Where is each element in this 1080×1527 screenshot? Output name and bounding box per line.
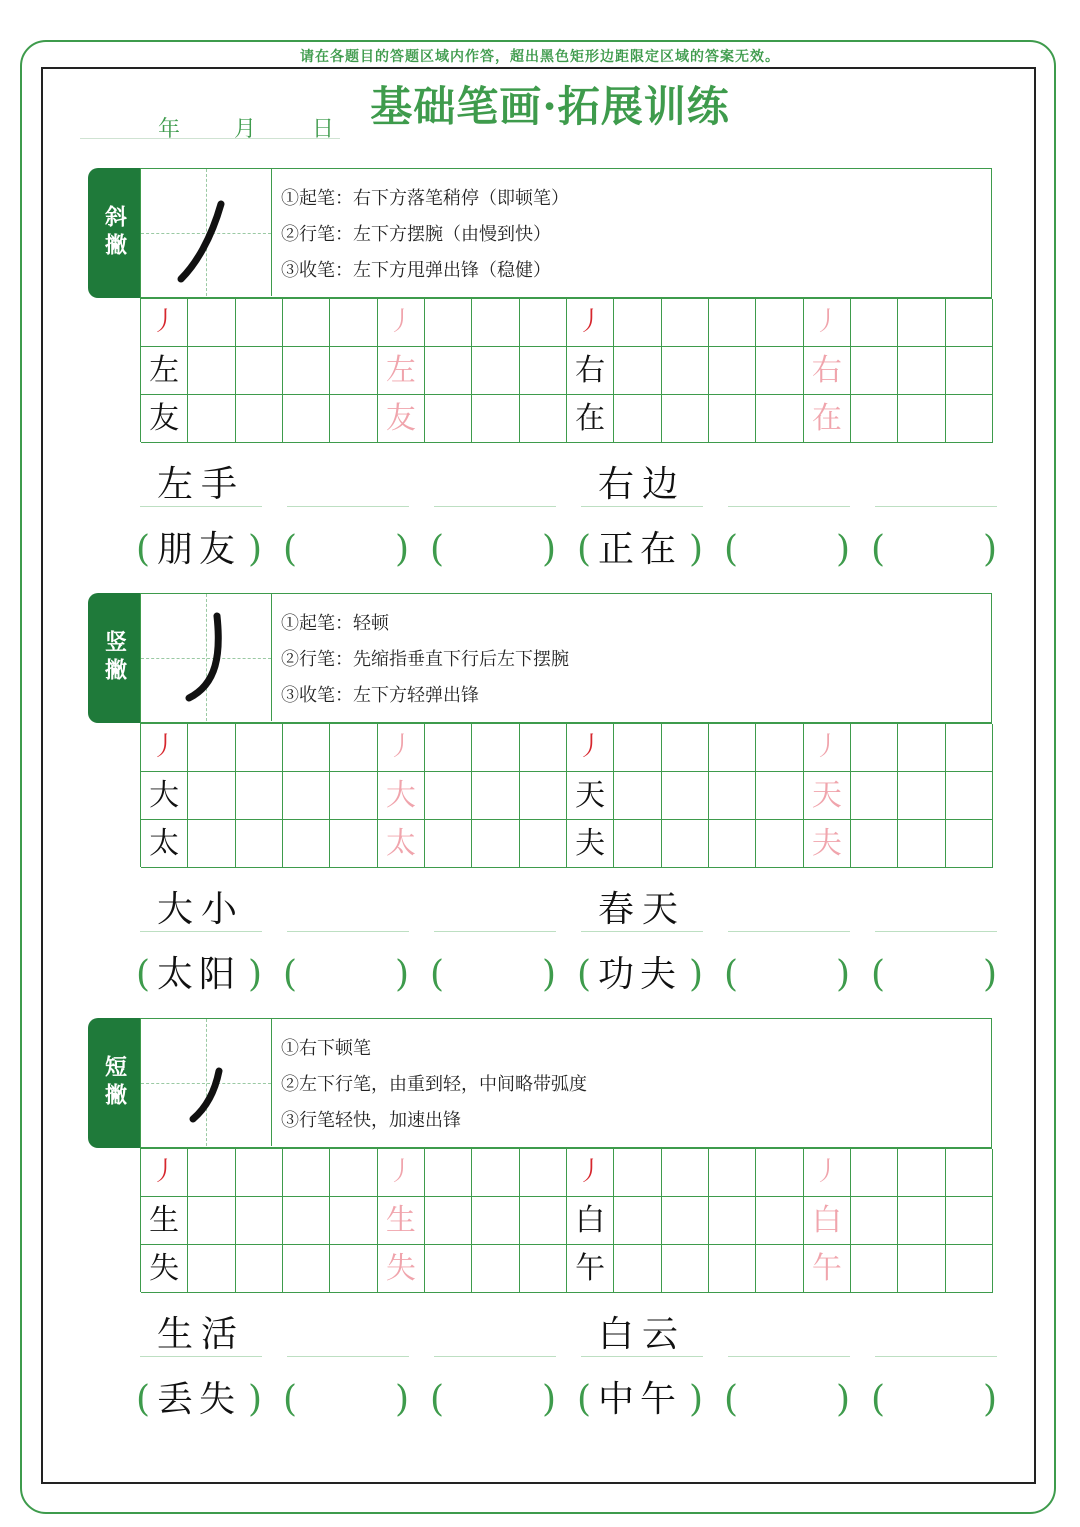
blank-practice-cell[interactable] [330,724,377,772]
model-character-cell: 午 [567,1245,614,1293]
left-paren: ( [136,529,151,570]
blank-practice-cell[interactable] [662,1149,709,1197]
blank-practice-cell[interactable] [898,299,945,347]
word-writing-row [140,464,1000,514]
blank-practice-cell[interactable] [662,724,709,772]
blank-practice-cell[interactable] [614,347,661,395]
blank-practice-cell[interactable] [851,820,898,868]
model-character-cell: 丿 [378,724,425,772]
practice-grid [140,298,992,442]
blank-practice-cell[interactable] [898,1245,945,1293]
model-character-cell: 右 [804,347,851,395]
model-paren-word [136,522,262,578]
left-paren: ( [724,529,739,570]
blank-practice-cell[interactable] [851,772,898,820]
stroke-instructions-box [140,168,992,298]
blank-practice-cell[interactable] [520,724,567,772]
stroke-steps [281,181,569,289]
blank-practice-cell[interactable] [188,299,235,347]
left-paren: ( [871,529,886,570]
blank-practice-cell[interactable] [898,347,945,395]
section-tab-label: 短撇 [101,1055,128,1111]
right-paren: ) [688,954,703,995]
blank-word-line[interactable] [728,889,850,932]
blank-practice-cell[interactable] [709,1149,756,1197]
blank-practice-cell[interactable] [614,1197,661,1245]
left-paren: ( [871,1379,886,1420]
stroke-section [88,593,998,1003]
word-writing-row [140,889,1000,939]
model-character-cell: 太 [378,820,425,868]
paren-writing-row [136,1372,1000,1428]
blank-practice-cell[interactable] [756,820,803,868]
blank-practice-cell[interactable] [283,724,330,772]
left-paren: ( [577,954,592,995]
blank-practice-cell[interactable] [898,395,945,443]
right-paren: ) [688,1379,703,1420]
blank-practice-cell[interactable] [851,1197,898,1245]
blank-practice-cell[interactable] [188,820,235,868]
blank-practice-cell[interactable] [188,1197,235,1245]
blank-practice-cell[interactable] [520,299,567,347]
stroke-step: ①起笔：右下方落笔稍停（即顿笔） [281,188,569,209]
blank-practice-cell[interactable] [851,1245,898,1293]
model-character-cell: 生 [378,1197,425,1245]
stroke-section [88,168,998,578]
model-character-cell: 大 [378,772,425,820]
model-character-cell: 午 [804,1245,851,1293]
right-paren: ) [247,1379,262,1420]
model-character-cell: 夫 [567,820,614,868]
blank-practice-cell[interactable] [283,299,330,347]
blank-word-line[interactable] [287,1314,409,1357]
blank-practice-cell[interactable] [614,1149,661,1197]
model-word: 生活 [140,1314,262,1357]
blank-practice-cell[interactable] [330,299,377,347]
model-character-cell: 生 [141,1197,188,1245]
model-character-cell: 大 [141,772,188,820]
blank-practice-cell[interactable] [425,820,472,868]
blank-paren-slot[interactable] [283,522,409,578]
blank-practice-cell[interactable] [756,772,803,820]
section-tab [88,168,142,298]
paren-word-text: 功夫 [597,954,682,995]
model-word: 右边 [581,464,703,507]
stroke-step: ①起笔：轻顿 [281,613,389,634]
blank-practice-cell[interactable] [283,1197,330,1245]
left-paren: ( [871,954,886,995]
model-character-cell: 天 [567,772,614,820]
blank-practice-cell[interactable] [662,299,709,347]
blank-word-line[interactable] [875,464,997,507]
blank-word-line[interactable] [875,1314,997,1357]
blank-paren-slot[interactable] [283,947,409,1003]
blank-practice-cell[interactable] [614,1245,661,1293]
model-word: 春天 [581,889,703,932]
left-paren: ( [430,954,445,995]
blank-practice-cell[interactable] [425,1197,472,1245]
section-tab-label: 斜撇 [101,205,128,261]
stroke-step: ③收笔：左下方甩弹出锋（稳健） [281,260,551,281]
right-paren: ) [247,529,262,570]
blank-practice-cell[interactable] [283,1245,330,1293]
blank-practice-cell[interactable] [472,724,519,772]
left-paren: ( [283,529,298,570]
blank-practice-cell[interactable] [851,347,898,395]
blank-practice-cell[interactable] [851,299,898,347]
stroke-demo-glyph [141,169,271,296]
blank-practice-cell[interactable] [946,820,993,868]
blank-practice-cell[interactable] [709,395,756,443]
blank-practice-cell[interactable] [236,820,283,868]
blank-practice-cell[interactable] [946,772,993,820]
blank-practice-cell[interactable] [520,1245,567,1293]
blank-practice-cell[interactable] [946,347,993,395]
model-character-cell: 右 [567,347,614,395]
blank-practice-cell[interactable] [520,772,567,820]
blank-practice-cell[interactable] [662,820,709,868]
blank-practice-cell[interactable] [709,347,756,395]
right-paren: ) [835,954,850,995]
blank-paren-slot[interactable] [430,947,556,1003]
blank-practice-cell[interactable] [662,772,709,820]
blank-practice-cell[interactable] [236,772,283,820]
stroke-step: ②行笔：先缩指垂直下行后左下摆腕 [281,649,569,670]
left-paren: ( [724,954,739,995]
blank-practice-cell[interactable] [472,820,519,868]
stroke-demo-glyph [141,1019,271,1146]
model-character-cell: 左 [141,347,188,395]
blank-paren-slot[interactable] [871,522,997,578]
right-paren: ) [394,1379,409,1420]
stroke-demo-cell [141,594,272,721]
blank-paren-slot[interactable] [724,947,850,1003]
right-paren: ) [982,954,997,995]
stroke-step: ③行笔轻快，加速出锋 [281,1110,461,1131]
notice-text: 请在各题目的答题区域内作答，超出黑色矩形边距限定区域的答案无效。 [300,49,780,65]
blank-practice-cell[interactable] [330,1197,377,1245]
blank-practice-cell[interactable] [614,772,661,820]
month-label: 月 [234,117,257,142]
paren-word-text: 中午 [597,1379,682,1420]
blank-paren-slot[interactable] [430,522,556,578]
blank-practice-cell[interactable] [283,1149,330,1197]
model-character-cell: 失 [141,1245,188,1293]
blank-practice-cell[interactable] [614,820,661,868]
blank-practice-cell[interactable] [425,772,472,820]
model-character-cell: 友 [378,395,425,443]
model-paren-word [577,1372,703,1428]
blank-practice-cell[interactable] [520,820,567,868]
blank-practice-cell[interactable] [236,299,283,347]
blank-practice-cell[interactable] [662,347,709,395]
model-character-cell: 丿 [567,299,614,347]
blank-practice-cell[interactable] [236,395,283,443]
blank-practice-cell[interactable] [472,772,519,820]
right-paren: ) [835,529,850,570]
blank-practice-cell[interactable] [330,395,377,443]
blank-word-line[interactable] [434,464,556,507]
left-paren: ( [283,954,298,995]
right-paren: ) [982,1379,997,1420]
blank-practice-cell[interactable] [283,347,330,395]
blank-practice-cell[interactable] [662,1245,709,1293]
model-character-cell: 丿 [804,1149,851,1197]
blank-practice-cell[interactable] [188,724,235,772]
blank-practice-cell[interactable] [946,1245,993,1293]
blank-practice-cell[interactable] [756,1197,803,1245]
model-paren-word [136,947,262,1003]
blank-practice-cell[interactable] [425,395,472,443]
blank-practice-cell[interactable] [614,724,661,772]
blank-practice-cell[interactable] [330,820,377,868]
blank-practice-cell[interactable] [756,395,803,443]
model-character-cell: 丿 [567,1149,614,1197]
paren-word-text: 正在 [597,529,682,570]
left-paren: ( [430,1379,445,1420]
right-paren: ) [394,954,409,995]
blank-practice-cell[interactable] [756,299,803,347]
stroke-steps [281,606,569,714]
model-character-cell: 丿 [378,1149,425,1197]
right-paren: ) [247,954,262,995]
stroke-demo-cell [141,1019,272,1146]
model-character-cell: 丿 [804,299,851,347]
blank-practice-cell[interactable] [946,724,993,772]
blank-practice-cell[interactable] [330,1245,377,1293]
blank-practice-cell[interactable] [898,820,945,868]
left-paren: ( [283,1379,298,1420]
blank-word-line[interactable] [434,1314,556,1357]
blank-practice-cell[interactable] [330,1149,377,1197]
blank-practice-cell[interactable] [236,724,283,772]
blank-practice-cell[interactable] [851,1149,898,1197]
blank-practice-cell[interactable] [898,724,945,772]
model-paren-word [577,522,703,578]
right-paren: ) [541,1379,556,1420]
blank-word-line[interactable] [875,889,997,932]
blank-practice-cell[interactable] [472,347,519,395]
model-character-cell: 夫 [804,820,851,868]
model-character-cell: 丿 [141,1149,188,1197]
stroke-instructions-box [140,1018,992,1148]
page-title: 基础笔画·拓展训练 [370,82,730,131]
blank-word-line[interactable] [728,464,850,507]
left-paren: ( [430,529,445,570]
left-paren: ( [577,1379,592,1420]
blank-practice-cell[interactable] [898,772,945,820]
model-word: 白云 [581,1314,703,1357]
paren-word-text: 太阳 [156,954,241,995]
blank-practice-cell[interactable] [709,299,756,347]
blank-paren-slot[interactable] [430,1372,556,1428]
model-character-cell: 在 [567,395,614,443]
blank-practice-cell[interactable] [330,772,377,820]
model-character-cell: 丿 [378,299,425,347]
stroke-step: ③收笔：左下方轻弹出锋 [281,685,479,706]
blank-practice-cell[interactable] [425,299,472,347]
blank-practice-cell[interactable] [709,772,756,820]
right-paren: ) [982,529,997,570]
blank-practice-cell[interactable] [330,347,377,395]
blank-practice-cell[interactable] [662,1197,709,1245]
blank-practice-cell[interactable] [472,1197,519,1245]
blank-word-line[interactable] [287,889,409,932]
blank-paren-slot[interactable] [871,947,997,1003]
stroke-step: ②行笔：左下方摆腕（由慢到快） [281,224,551,245]
blank-practice-cell[interactable] [614,299,661,347]
model-character-cell: 丿 [567,724,614,772]
right-paren: ) [541,529,556,570]
blank-practice-cell[interactable] [425,1149,472,1197]
left-paren: ( [724,1379,739,1420]
blank-practice-cell[interactable] [236,1245,283,1293]
blank-practice-cell[interactable] [520,395,567,443]
blank-word-line[interactable] [728,1314,850,1357]
paren-writing-row [136,522,1000,578]
right-paren: ) [541,954,556,995]
blank-practice-cell[interactable] [188,772,235,820]
stroke-step: ②左下行笔，由重到轻，中间略带弧度 [281,1074,587,1095]
blank-practice-cell[interactable] [425,347,472,395]
stroke-section [88,1018,998,1428]
practice-grid [140,1148,992,1292]
model-character-cell: 丿 [804,724,851,772]
blank-practice-cell[interactable] [756,724,803,772]
model-paren-word [136,1372,262,1428]
blank-practice-cell[interactable] [472,299,519,347]
blank-word-line[interactable] [287,464,409,507]
stroke-demo-cell [141,169,272,296]
blank-practice-cell[interactable] [520,347,567,395]
model-character-cell: 太 [141,820,188,868]
word-writing-row [140,1314,1000,1364]
stroke-steps [281,1031,587,1139]
blank-practice-cell[interactable] [756,1245,803,1293]
paren-word-text: 朋友 [156,529,241,570]
blank-practice-cell[interactable] [709,1197,756,1245]
model-character-cell: 在 [804,395,851,443]
blank-practice-cell[interactable] [188,1245,235,1293]
blank-practice-cell[interactable] [614,395,661,443]
model-character-cell: 左 [378,347,425,395]
blank-paren-slot[interactable] [724,1372,850,1428]
model-paren-word [577,947,703,1003]
blank-practice-cell[interactable] [236,1197,283,1245]
right-paren: ) [688,529,703,570]
model-character-cell: 白 [804,1197,851,1245]
blank-paren-slot[interactable] [283,1372,409,1428]
blank-practice-cell[interactable] [283,395,330,443]
model-character-cell: 天 [804,772,851,820]
blank-practice-cell[interactable] [709,820,756,868]
blank-practice-cell[interactable] [946,1197,993,1245]
blank-practice-cell[interactable] [946,1149,993,1197]
blank-practice-cell[interactable] [425,724,472,772]
model-character-cell: 白 [567,1197,614,1245]
model-character-cell: 失 [378,1245,425,1293]
practice-grid [140,723,992,867]
stroke-demo-glyph [141,594,271,721]
date-line [80,112,340,142]
blank-practice-cell[interactable] [188,1149,235,1197]
model-word: 大小 [140,889,262,932]
blank-practice-cell[interactable] [756,1149,803,1197]
blank-practice-cell[interactable] [188,395,235,443]
blank-practice-cell[interactable] [425,1245,472,1293]
blank-practice-cell[interactable] [898,1197,945,1245]
blank-word-line[interactable] [434,889,556,932]
paren-word-text: 丢失 [156,1379,241,1420]
left-paren: ( [577,529,592,570]
blank-practice-cell[interactable] [520,1197,567,1245]
blank-practice-cell[interactable] [520,1149,567,1197]
day-label: 日 [312,117,335,142]
blank-practice-cell[interactable] [946,395,993,443]
blank-practice-cell[interactable] [851,395,898,443]
blank-practice-cell[interactable] [756,347,803,395]
stroke-instructions-box [140,593,992,723]
paren-writing-row [136,947,1000,1003]
stroke-step: ①右下顿笔 [281,1038,371,1059]
blank-practice-cell[interactable] [283,820,330,868]
blank-paren-slot[interactable] [724,522,850,578]
blank-practice-cell[interactable] [236,347,283,395]
section-tab [88,1018,142,1148]
blank-practice-cell[interactable] [472,1245,519,1293]
blank-practice-cell[interactable] [851,724,898,772]
left-paren: ( [136,954,151,995]
section-tab [88,593,142,723]
right-paren: ) [835,1379,850,1420]
model-word: 左手 [140,464,262,507]
right-paren: ) [394,529,409,570]
model-character-cell: 友 [141,395,188,443]
year-label: 年 [158,117,181,142]
blank-practice-cell[interactable] [946,299,993,347]
blank-practice-cell[interactable] [472,395,519,443]
blank-practice-cell[interactable] [709,1245,756,1293]
model-character-cell: 丿 [141,724,188,772]
blank-practice-cell[interactable] [709,724,756,772]
blank-practice-cell[interactable] [188,347,235,395]
blank-practice-cell[interactable] [236,1149,283,1197]
blank-practice-cell[interactable] [898,1149,945,1197]
blank-practice-cell[interactable] [662,395,709,443]
blank-practice-cell[interactable] [283,772,330,820]
blank-practice-cell[interactable] [472,1149,519,1197]
blank-paren-slot[interactable] [871,1372,997,1428]
model-character-cell: 丿 [141,299,188,347]
left-paren: ( [136,1379,151,1420]
section-tab-label: 竖撇 [101,630,128,686]
